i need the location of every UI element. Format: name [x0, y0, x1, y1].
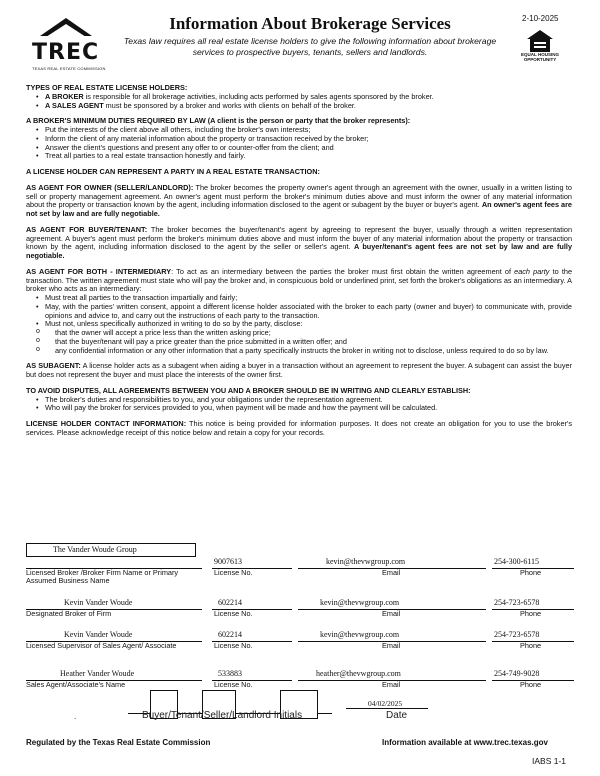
- regulated-by-text: Regulated by the Texas Real Estate Commission: [26, 738, 211, 747]
- duties-heading: A BROKER'S MINIMUM DUTIES REQUIRED BY LAW (A client is the person or party that the broker represents):: [26, 116, 411, 126]
- row-caption: Sales Agent/Associate's Name: [26, 680, 126, 689]
- license-label: License No.: [214, 680, 253, 689]
- phone-label: Phone: [520, 568, 542, 577]
- license-label: License No.: [214, 609, 253, 618]
- initials-label: Buyer/Tenant/Seller/Landlord Initials: [142, 710, 303, 721]
- types-list: [36, 93, 572, 111]
- list-item: o that the owner will accept a price less than the written asking price;: [36, 329, 572, 338]
- licensed-supervisor-row: [26, 630, 574, 656]
- list-item: • The broker's duties and responsibilities to you, and your obligations under the representation agreement.: [36, 396, 572, 405]
- form-date: 2-10-2025: [522, 14, 559, 23]
- equal-housing-icon: [527, 30, 553, 52]
- email-value[interactable]: kevin@thevwgroup.com: [326, 557, 406, 566]
- logo-word: TREC: [32, 40, 100, 65]
- list-item: • Put the interests of the client above all others, including the broker's own interests;: [36, 126, 572, 135]
- name-value[interactable]: Kevin Vander Woude: [64, 630, 133, 639]
- subagent-paragraph: AS SUBAGENT: A license holder acts as a subagent when aiding a buyer in a transaction without an agreement to represent the buyer. A subagent can assist the buyer but does not represent the buyer and must place the interests of the owner first.: [26, 361, 572, 379]
- phone-value[interactable]: 254-300-6115: [494, 557, 540, 566]
- phone-value[interactable]: 254-723-6578: [494, 598, 540, 607]
- list-item: • Who will pay the broker for services provided to you, when payment will be made and how the payment will be calculated.: [36, 404, 572, 413]
- represent-heading: A LICENSE HOLDER CAN REPRESENT A PARTY IN A REAL ESTATE TRANSACTION:: [26, 167, 320, 176]
- page-title: Information About Brokerage Services: [169, 14, 451, 33]
- disputes-list: [36, 396, 572, 414]
- name-value[interactable]: Heather Vander Woude: [60, 669, 135, 678]
- duties-list: [36, 126, 572, 161]
- phone-value[interactable]: 254-723-6578: [494, 630, 540, 639]
- email-label: Email: [382, 568, 401, 577]
- disclose-list: [36, 329, 572, 355]
- email-value[interactable]: heather@thevwgroup.com: [316, 669, 401, 678]
- intermediary-list: [36, 294, 572, 329]
- license-label: License No.: [214, 568, 253, 577]
- phone-label: Phone: [520, 680, 542, 689]
- intermediary-paragraph: AS AGENT FOR BOTH - INTERMEDIARY: To act as an intermediary between the parties the broker must first obtain the written agreement of each party to the transaction. The written agreement must state who will pay the broker and, in conspicuous bold or underlined print, set forth the broker's obligations as an intermediary. A broker who acts as an intermediary:: [26, 266, 572, 294]
- license-value[interactable]: 533883: [218, 669, 242, 678]
- list-item: • Treat all parties to a real estate transaction honestly and fairly.: [36, 152, 572, 161]
- broker-firm-name-field[interactable]: The Vander Woude Group: [26, 543, 196, 557]
- contact-paragraph: LICENSE HOLDER CONTACT INFORMATION: This notice is being provided for information purposes. It does not create an obligation for you to use the broker's services. Please acknowledge receipt of this notice below and retain a copy for your records.: [26, 419, 572, 437]
- list-item: • A BROKER is responsible for all brokerage activities, including acts performed by sales agents sponsored by the broker.: [36, 93, 572, 102]
- email-label: Email: [382, 641, 401, 650]
- license-value[interactable]: 602214: [218, 630, 242, 639]
- license-value[interactable]: 9007613: [214, 557, 242, 566]
- phone-label: Phone: [520, 641, 542, 650]
- list-item: • Must treat all parties to the transaction impartially and fairly;: [36, 294, 572, 303]
- name-value[interactable]: Kevin Vander Woude: [64, 598, 133, 607]
- email-label: Email: [382, 609, 401, 618]
- broker-firm-row: [26, 557, 574, 583]
- list-item: • A SALES AGENT must be sponsored by a broker and works with clients on behalf of the broker.: [36, 102, 572, 111]
- list-item: • Must not, unless specifically authorized in writing to do so by the party, disclose:: [36, 320, 572, 329]
- license-value[interactable]: 602214: [218, 598, 242, 607]
- buyer-paragraph: AS AGENT FOR BUYER/TENANT: The broker becomes the buyer/tenant's agent by agreeing to represent the buyer, usually through a written representation agreement. A buyer's agent must perform the broker's minimum duties above and must inform the buyer of any material information about the property or transaction known by the agent, including information disclosed to the agent by the seller or seller's agent. A buyer/tenant's agent fees are not set by law and are fully negotiable.: [26, 224, 572, 260]
- margin-dot: .: [74, 712, 77, 721]
- email-value[interactable]: kevin@thevwgroup.com: [320, 598, 400, 607]
- date-label: Date: [386, 710, 408, 721]
- list-item: • May, with the parties' written consent, appoint a different license holder associated with the broker to each party (owner and buyer) to communicate with, provide opinions and advice to, and carry out the instructions of each party to the transaction.: [36, 303, 572, 321]
- owner-paragraph: AS AGENT FOR OWNER (SELLER/LANDLORD): The broker becomes the property owner's agent through an agreement with the owner, usually in a written listing to sell or property management agreement. An owner's agent must perform the broker's minimum duties above and must inform the owner of any material information about the property or transaction known by the agent, including information disclosed to the agent or subagent by the buyer or buyer's agent. An owner's agent fees are not set by law and are fully negotiable.: [26, 182, 572, 218]
- phone-value[interactable]: 254-749-9028: [494, 669, 540, 678]
- list-item: o any confidential information or any other information that a party specifically instructs the broker in writing not to disclose, unless required to do so by law.: [36, 347, 572, 356]
- row-caption: Designated Broker of Firm: [26, 609, 112, 618]
- phone-label: Phone: [520, 609, 542, 618]
- page-subtitle: Texas law requires all real estate license holders to give the following information about brokerage services to prospective buyers, tenants, sellers and landlords.: [123, 36, 497, 58]
- designated-broker-row: [26, 598, 574, 624]
- equal-housing-label: EQUAL HOUSING OPPORTUNITY: [521, 52, 559, 62]
- document-body: [26, 84, 572, 438]
- types-heading: TYPES OF REAL ESTATE LICENSE HOLDERS:: [26, 83, 188, 92]
- ack-date-field[interactable]: 04/02/2025: [368, 699, 403, 708]
- list-item: o that the buyer/tenant will pay a price greater than the price submitted in a written offer; and: [36, 338, 572, 347]
- logo-subtitle: TEXAS REAL ESTATE COMMISSION: [32, 66, 106, 71]
- disputes-heading: TO AVOID DISPUTES, ALL AGREEMENTS BETWEEN YOU AND A BROKER SHOULD BE IN WRITING AND CLEARLY ESTABLISH:: [26, 385, 471, 395]
- list-item: • Answer the client's questions and present any offer to or counter-offer from the client; and: [36, 144, 572, 153]
- list-item: • Inform the client of any material information about the property or transaction received by the broker;: [36, 135, 572, 144]
- form-id: IABS 1-1: [532, 756, 567, 766]
- row-caption: Licensed Supervisor of Sales Agent/ Associate: [26, 641, 177, 650]
- license-label: License No.: [214, 641, 253, 650]
- equal-housing-badge: [520, 30, 560, 62]
- email-value[interactable]: kevin@thevwgroup.com: [320, 630, 400, 639]
- email-label: Email: [382, 680, 401, 689]
- row-caption: Licensed Broker /Broker Firm Name or Primary Assumed Business Name: [26, 568, 179, 585]
- trec-logo: [28, 18, 106, 76]
- info-available-text: Information available at www.trec.texas.gov: [382, 738, 548, 747]
